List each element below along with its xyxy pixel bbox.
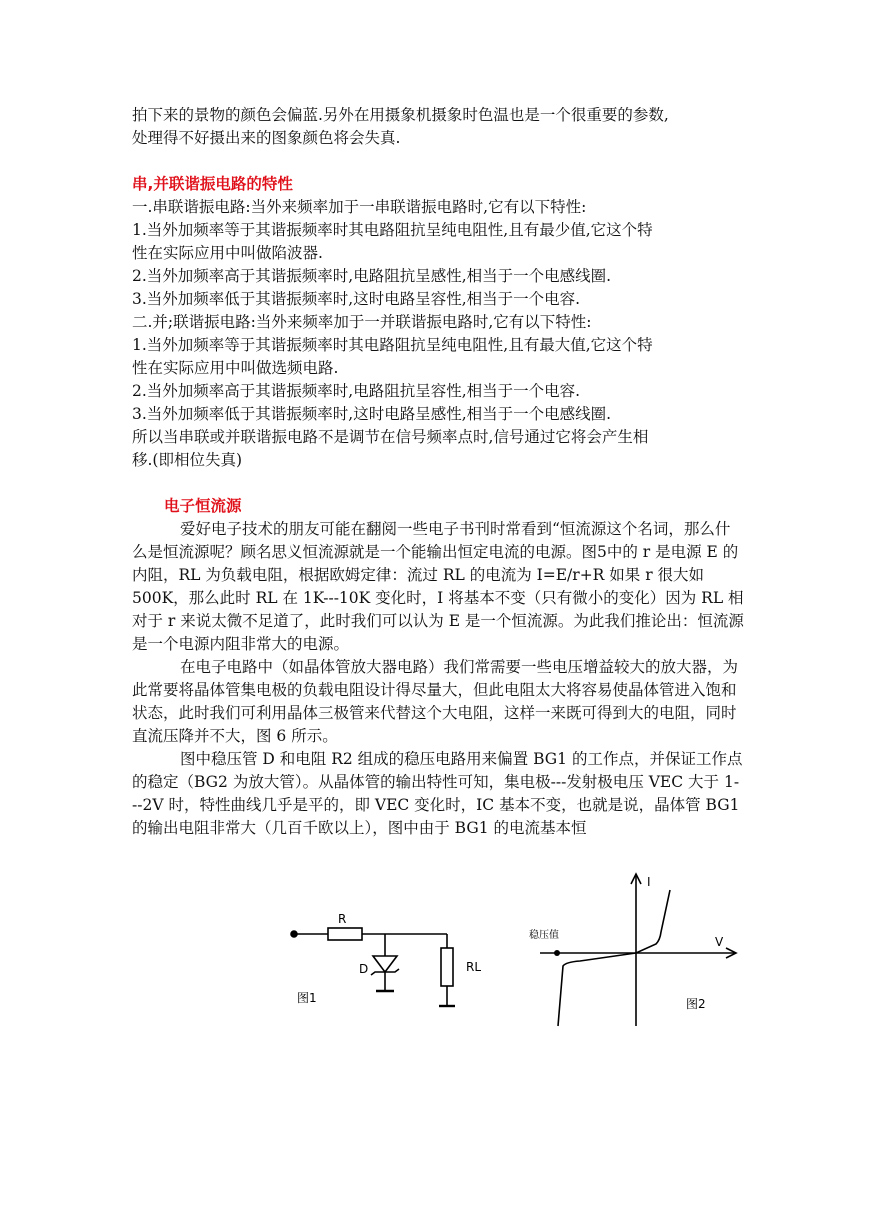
resistor-label: R: [338, 912, 347, 926]
body-line: 二.并;联谐振电路:当外来频率加于一并联谐振电路时,它有以下特性:: [132, 313, 592, 331]
paragraph-1: 爱好电子技术的朋友可能在翻阅一些电子书刊时常看到“恒流源这个名词，那么什么是恒流源呢？顾名思义恒流源就是一个能输出恒定电流的电源。图5中的 r 是电源 E 的内阻，RL 为负载电阻，根据欧姆定律：流过 RL 的电流为 I=E/r+R 如果 r 很大如 500K，那么此时 RL 在 1K---10K 变化时，I 将基本不变（只有微小的变化）因为 RL 相对于 r 来说太微不足道了，此时我们可以认为 E 是一个恒流源。为此我们推论出：恒流源是一个电源内阻非常大的电源。: [132, 520, 744, 653]
y-axis-label: I: [647, 875, 651, 889]
body-line: 2.当外加频率高于其谐振频率时,电路阻抗呈感性,相当于一个电感线圈.: [132, 267, 612, 285]
intro-line: 处理得不好摄出来的图象颜色将会失真.: [132, 129, 401, 147]
document-body: [132, 104, 744, 840]
section2-title: 电子恒流源: [164, 497, 242, 515]
body-line: 性在实际应用中叫做选频电路.: [132, 359, 339, 377]
body-line: 性在实际应用中叫做陷波器.: [132, 244, 323, 262]
body-line: 所以当串联或并联谐振电路不是调节在信号频率点时,信号通过它将会产生相: [132, 428, 649, 446]
body-line: 1.当外加频率等于其谐振频率时其电路阻抗呈纯电阻性,且有最大值,它这个特: [132, 336, 653, 354]
body-line: 3.当外加频率低于其谐振频率时,这时电路呈感性,相当于一个电感线圈.: [132, 405, 612, 423]
body-line: 2.当外加频率高于其谐振频率时,电路阻抗呈容性,相当于一个电容.: [132, 382, 581, 400]
body-line: 一.串联谐振电路:当外来频率加于一串联谐振电路时,它有以下特性:: [132, 198, 587, 216]
figure-1-circuit: [0, 860, 869, 1040]
body-line: 1.当外加频率等于其谐振频率时其电路阻抗呈纯电阻性,且有最少值,它这个特: [132, 221, 653, 239]
figure-1-caption: 图1: [297, 991, 317, 1005]
resistor-symbol: [328, 928, 362, 940]
figure-2-iv-curve: [540, 874, 736, 1026]
body-line: 3.当外加频率低于其谐振频率时,这时电路呈容性,相当于一个电容.: [132, 290, 581, 308]
load-label: RL: [466, 960, 482, 974]
diode-label: D: [359, 962, 369, 976]
zener-diode-symbol: [373, 956, 397, 972]
paragraph-3: 图中稳压管 D 和电阻 R2 组成的稳压电路用来偏置 BG1 的工作点，并保证工作点的稳定（BG2 为放大管）。从晶体管的输出特性可知，集电极---发射极电压 VEC 大于 1---2V 时，特性曲线几乎是平的，即 VEC 变化时，IC 基本不变，也就是说，晶体管 BG1 的输出电阻非常大（几百千欧以上），图中由于 BG1 的电流基本恒: [132, 750, 743, 837]
section1-title: 串,并联谐振电路的特性: [132, 175, 293, 193]
zener-point-label: 稳压值: [529, 930, 559, 941]
body-line: 移.(即相位失真): [132, 451, 243, 469]
figures: [0, 860, 869, 1040]
intro-line: 拍下来的景物的颜色会偏蓝.另外在用摄象机摄象时色温也是一个很重要的参数,: [132, 106, 669, 124]
x-axis-label: V: [715, 935, 724, 949]
figure-2-caption: 图2: [686, 997, 706, 1011]
zener-point-marker: [554, 950, 560, 956]
paragraph-2: 在电子电路中（如晶体管放大器电路）我们常需要一些电压增益较大的放大器，为此常要将晶体管集电极的负载电阻设计得尽量大，但此电阻太大将容易使晶体管进入饱和状态，此时我们可利用晶体三极管来代替这个大电阻，这样一来既可得到大的电阻，同时直流压降并不大，图 6 所示。: [132, 658, 739, 745]
section1-lines: [132, 196, 744, 472]
iv-curve: [558, 890, 670, 1026]
load-resistor-symbol: [441, 948, 453, 986]
